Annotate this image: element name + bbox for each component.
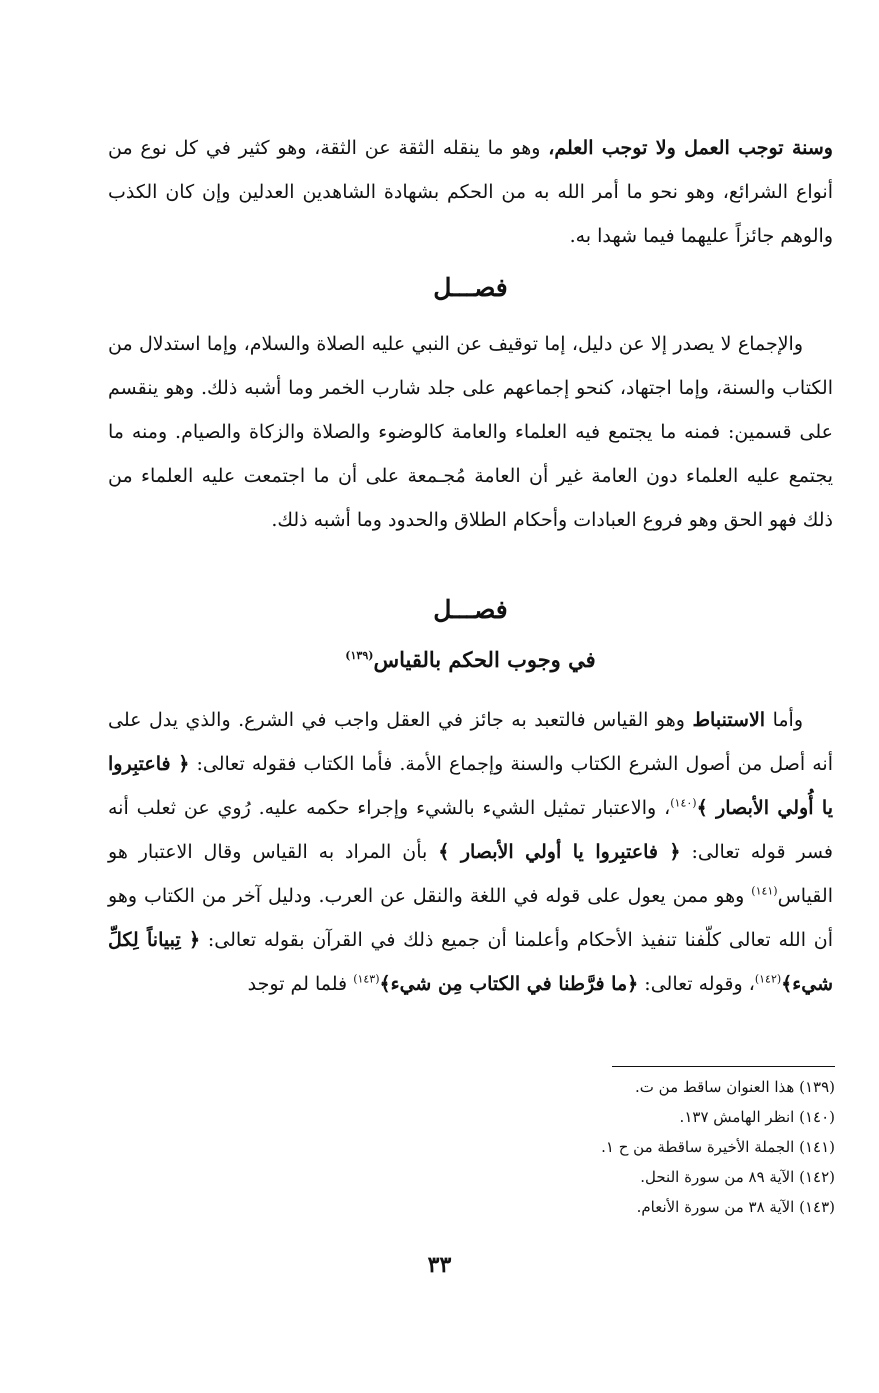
- qiyas-text-4: بأن المراد به القياس وقال الاعتبار هو القياس: [108, 841, 833, 907]
- footnotes: [430, 1072, 835, 1222]
- footnote-143: (١٤٣) الآية ٣٨ من سورة الأنعام.: [636, 1198, 835, 1216]
- section-heading-fasl-2: فصـــل: [433, 595, 508, 624]
- section-subheading: [108, 640, 833, 680]
- paragraph-ijma-text: والإجماع لا يصدر إلا عن دليل، إما توقيف عن النبي عليه الصلاة والسلام، وإما استدلال من الكتاب والسنة، وإما اجتهاد، كنحو إجماعهم على جلد شارب الخمر وما أشبه ذلك. وهو ينقسم على قسمين: فمنه ما يجتمع فيه العلماء والعامة كالوضوء والصلاة والزكاة والصيام. ومنه ما يجتمع عليه العلماء دون العامة غير أن العامة مُجـمعة على أن ما اجتمعت عليه العلماء من ذلك فهو الحق وهو فروع العبادات وأحكام الطلاق والحدود وما أشبه ذلك.: [108, 333, 833, 531]
- qiyas-bold-istinbat: الاستنباط: [692, 709, 766, 731]
- footnote-ref-140: (١٤٠): [670, 796, 697, 810]
- section-heading-fasl-1: فصـــل: [433, 273, 508, 302]
- footnote-140: (١٤٠) انظر الهامش ١٣٧.: [679, 1108, 835, 1126]
- qiyas-text-2: وهو القياس فالتعبد به جائز في العقل واجب في الشرع. والذي يدل على أنه أصل من أصول الشرع الكتاب والسنة وإجماع الأمة. فأما الكتاب فقوله تعالى:: [108, 709, 833, 775]
- paragraph-qiyas: [108, 698, 833, 1006]
- qiyas-verse-3: ﴿ تِبياناً لِكلِّ شيء﴾: [108, 929, 833, 995]
- qiyas-text-7: فلما لم توجد: [247, 973, 354, 995]
- qiyas-verse-1: ﴿ فاعتبِروا يا أُولي الأبصار ﴾: [108, 753, 834, 819]
- footnote-ref-142: (١٤٢): [754, 972, 782, 986]
- qiyas-text-3: ، والاعتبار تمثيل الشيء بالشيء وإجراء حكمه عليه. رُوي عن ثعلب أنه فسر قوله تعالى:: [108, 797, 834, 863]
- page-number: ٣٣: [427, 1252, 452, 1278]
- subheading-text: في وجوب الحكم بالقياس: [373, 647, 596, 672]
- qiyas-text-5: وهو ممن يعول على قوله في اللغة والنقل عن العرب. ودليل آخر من الكتاب وهو أن الله تعالى كلّفنا تنفيذ الأحكام وأعلمنا أن جميع ذلك في القرآن بقوله تعالى:: [108, 885, 833, 951]
- qiyas-verse-4: ﴿ما فرَّطنا في الكتاب مِن شيء﴾: [379, 973, 639, 995]
- paragraph-ijma: [108, 322, 833, 542]
- footnote-divider: [612, 1066, 835, 1067]
- paragraph-sunna-bold-lead: وسنة توجب العمل ولا توجب العلم،: [548, 137, 833, 159]
- footnote-142: (١٤٢) الآية ٨٩ من سورة النحل.: [640, 1168, 835, 1186]
- footnote-ref-143: (١٤٣): [353, 972, 380, 986]
- footnote-139: (١٣٩) هذا العنوان ساقط من ت.: [635, 1078, 835, 1096]
- footnote-ref-141: (١٤١): [751, 884, 778, 898]
- footnote-ref-139: (١٣٩): [345, 649, 374, 662]
- qiyas-text-6: ، وقوله تعالى:: [638, 973, 755, 995]
- paragraph-sunna: [108, 126, 833, 258]
- paragraph-sunna-text: وهو ما ينقله الثقة عن الثقة، وهو كثير في كل نوع من أنواع الشرائع، وهو نحو ما أمر الله به من الحكم بشهادة الشاهدين العدلين وإن كان الكذب والوهم جائزاً عليهما فيما شهدا به.: [108, 137, 833, 247]
- qiyas-text-1: وأما: [765, 709, 804, 731]
- footnote-141: (١٤١) الجملة الأخيرة ساقطة من ح ١.: [601, 1138, 835, 1156]
- qiyas-verse-2: ﴿ فاعتبِروا يا أولي الأبصار ﴾: [438, 841, 681, 863]
